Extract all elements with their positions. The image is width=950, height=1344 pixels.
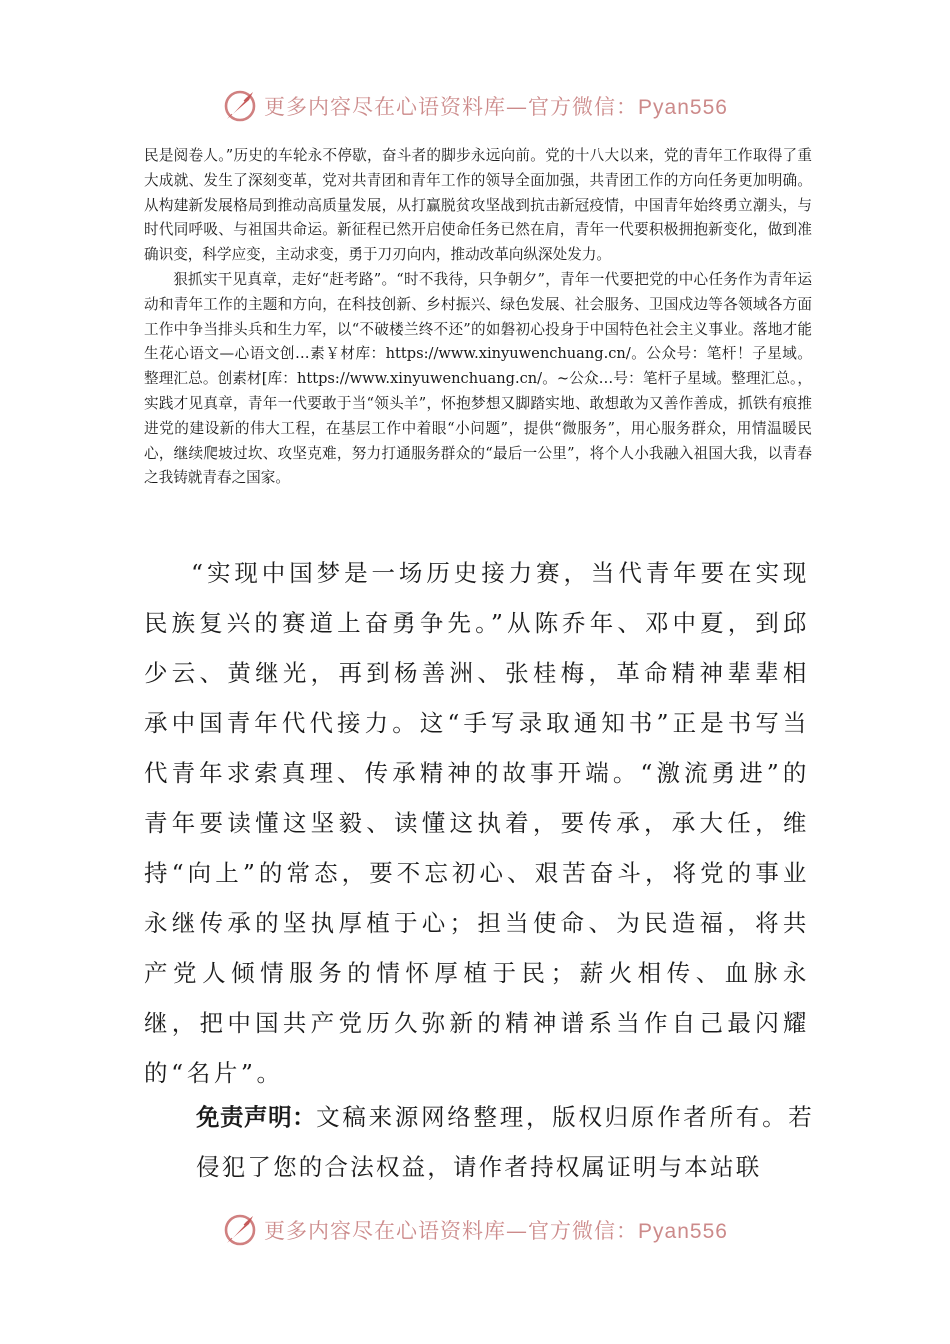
paragraph-large-1: “实现中国梦是一场历史接力赛，当代青年要在实现民族复兴的赛道上奋勇争先。”从陈乔年、邓中夏，到邱少云、黄继光，再到杨善洲、张桂梅，革命精神辈辈相承中国青年代代接力。这“手写录取通知书”正是书写当代青年求索真理、传承精神的故事开端。“激流勇进”的青年要读懂这坚毅、读懂这执着，要传承，承大任，维持“向上”的常态，要不忘初心、艰苦奋斗，将党的事业永继传承的坚执厚植于心；担当使命、为民造福，将共产党人倾情服务的情怀厚植于民；薪火相传、血脉永继，把中国共产党历久弥新的精神谱系当作自己最闪耀的“名片”。 bbox=[144, 559, 810, 1087]
body-large-section bbox=[144, 548, 810, 1098]
header-banner-content bbox=[222, 88, 728, 124]
paragraph-small-2: 狠抓实干见真章，走好“赶考路”。“时不我待，只争朝夕”，青年一代要把党的中心任务作为青年运动和青年工作的主题和方向，在科技创新、乡村振兴、绿色发展、社会服务、卫国戍边等各领域各方面工作中争当排头兵和生力军，以“不破楼兰终不还”的如磐初心投身于中国特色社会主义事业。落地才能生花心语文—心语文创…素￥材库：https://www.xinyuwenchuang.cn/。公众号：笔杆！子星域。整理汇总。创素材[库：https://www.xinyuwenchuang.cn/。~公众…号：笔杆子星域。整理汇总。，实践才见真章，青年一代要敢于当“领头羊”，怀抱梦想又脚踏实地、敢想敢为又善作善成，抓铁有痕推进党的建设新的伟大工程，在基层工作中着眼“小问题”，提供“微服务”，用心服务群众，用情温暖民心，继续爬坡过坎、攻坚克难，努力打通服务群众的“最后一公里”，将个人小我融入祖国大我，以青春之我铸就青春之国家。 bbox=[144, 270, 812, 487]
disclaimer-label: 免责声明： bbox=[196, 1103, 317, 1131]
disclaimer bbox=[196, 1092, 814, 1192]
header-banner bbox=[0, 84, 950, 128]
header-banner-text: 更多内容尽在心语资料库—官方微信：Pyan556 bbox=[264, 95, 728, 119]
footer-banner bbox=[0, 1208, 950, 1252]
disclaimer-text: 文稿来源网络整理，版权归原作者所有。若侵犯了您的合法权益，请作者持权属证明与本站联 bbox=[196, 1103, 814, 1181]
quill-logo-icon bbox=[222, 88, 258, 124]
body-small-section bbox=[144, 144, 812, 491]
quill-logo-icon bbox=[222, 1212, 258, 1248]
footer-banner-text: 更多内容尽在心语资料库—官方微信：Pyan556 bbox=[264, 1219, 728, 1243]
wechat-account: Pyan556 bbox=[638, 96, 728, 119]
footer-banner-content bbox=[222, 1212, 728, 1248]
paragraph-small-1: 民是阅卷人。”历史的车轮永不停歇，奋斗者的脚步永远向前。党的十八大以来，党的青年工作取得了重大成就、发生了深刻变革，党对共青团和青年工作的领导全面加强，共青团工作的方向任务更加明确。从构建新发展格局到推动高质量发展，从打赢脱贫攻坚战到抗击新冠疫情，中国青年始终勇立潮头，与时代同呼吸、与祖国共命运。新征程已然开启使命任务已然在肩，青年一代要积极拥抱新变化，做到准确识变，科学应变，主动求变，勇于刀刃向内，推动改革向纵深处发力。 bbox=[144, 147, 812, 264]
wechat-account: Pyan556 bbox=[638, 1220, 728, 1243]
